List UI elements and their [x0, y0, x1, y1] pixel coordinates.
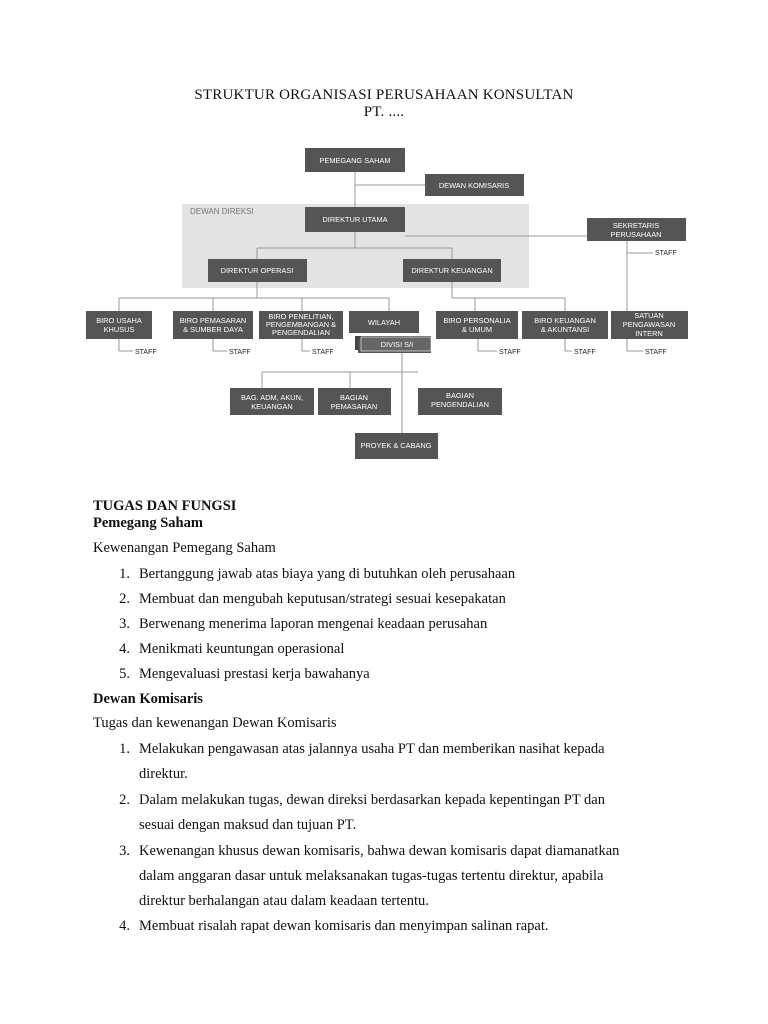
staff-biro-penelitian: STAFF	[312, 349, 334, 356]
dk-item-3-line-1: Kewenangan khusus dewan komisaris, bahwa dewan komisaris dapat diamanatkan	[139, 843, 620, 859]
dk-item-2-number: 2.	[119, 792, 130, 808]
staff-sekretaris: STAFF	[655, 250, 677, 257]
ps-item-4-number: 4.	[119, 641, 130, 657]
label-divisi: DIVISI S/I	[380, 340, 414, 349]
dk-item-4-number: 4.	[119, 918, 130, 934]
ps-item-3: Berwenang menerima laporan mengenai keadaan perusahan	[139, 616, 488, 632]
label-satuan-1: SATUAN	[634, 311, 664, 320]
label-biro-keuangan-2: & AKUNTANSI	[540, 325, 590, 334]
dewan-komisaris-intro: Tugas dan kewenangan Dewan Komisaris	[93, 715, 337, 731]
label-bagian-pemasaran-2: PEMASARAN	[330, 402, 378, 411]
label-biro-usaha-1: BIRO USAHA	[96, 316, 142, 325]
label-pemegang-saham: PEMEGANG SAHAM	[319, 156, 391, 165]
label-biro-personalia-2: & UMUM	[462, 325, 492, 334]
dk-item-1-number: 1.	[119, 741, 130, 757]
ps-item-5: Mengevaluasi prestasi kerja bawahanya	[139, 666, 370, 682]
pemegang-saham-intro: Kewenangan Pemegang Saham	[93, 540, 276, 556]
label-wilayah: WILAYAH	[367, 318, 401, 327]
dk-item-4-line-1: Membuat risalah rapat dewan komisaris dan menyimpan salinan rapat.	[139, 918, 549, 934]
dk-item-3-line-3: direktur berhalangan atau dalam keadaan tertentu.	[139, 893, 429, 909]
label-sekretaris-2: PERUSAHAAN	[610, 230, 662, 239]
ps-item-1: Bertanggung jawab atas biaya yang di butuhkan oleh perusahaan	[139, 566, 516, 582]
label-dewan-komisaris: DEWAN KOMISARIS	[438, 181, 510, 190]
dk-item-1-line-1: Melakukan pengawasan atas jalannya usaha PT dan memberikan nasihat kepada	[139, 741, 605, 757]
label-sekretaris-1: SEKRETARIS	[612, 221, 660, 230]
label-biro-personalia-1: BIRO PERSONALIA	[443, 316, 511, 325]
staff-biro-pemasaran: STAFF	[229, 349, 251, 356]
label-biro-usaha-2: KHUSUS	[103, 325, 135, 334]
ps-item-4: Menikmati keuntungan operasional	[139, 641, 345, 657]
label-bagian-pemasaran-1: BAGIAN	[340, 393, 368, 402]
label-bagian-pengendalian-1: BAGIAN	[446, 391, 474, 400]
label-biro-keuangan-1: BIRO KEUANGAN	[534, 316, 596, 325]
label-biro-pemasaran-2: & SUMBER DAYA	[183, 325, 243, 334]
section-heading: TUGAS DAN FUNGSI	[93, 498, 237, 514]
pemegang-saham-title: Pemegang Saham	[93, 515, 203, 531]
ps-item-3-number: 3.	[119, 616, 130, 632]
label-direktur-utama: DIREKTUR UTAMA	[322, 215, 388, 224]
staff-biro-keuangan: STAFF	[574, 349, 596, 356]
staff-satuan: STAFF	[645, 349, 667, 356]
dk-item-2-line-1: Dalam melakukan tugas, dewan direksi berdasarkan kepada kepentingan PT dan	[139, 792, 605, 808]
ps-item-1-number: 1.	[119, 566, 130, 582]
label-biro-penelitian-1: BIRO PENELITIAN,	[268, 312, 334, 321]
label-direktur-operasi: DIREKTUR OPERASI	[220, 266, 294, 275]
label-bag-adm-2: KEUANGAN	[251, 402, 293, 411]
dk-item-1-line-2: direktur.	[139, 766, 188, 782]
document-title: STRUKTUR ORGANISASI PERUSAHAAN KONSULTAN	[194, 87, 574, 103]
label-satuan-3: INTERN	[635, 329, 663, 338]
label-bag-adm-1: BAG. ADM, AKUN,	[240, 393, 304, 402]
label-direktur-keuangan: DIREKTUR KEUANGAN	[411, 266, 493, 275]
dk-item-3-number: 3.	[119, 843, 130, 859]
label-bagian-pengendalian-2: PENGENDALIAN	[431, 400, 489, 409]
label-proyek: PROYEK & CABANG	[360, 441, 432, 450]
label-biro-penelitian-2: PENGEMBANGAN &	[265, 320, 337, 329]
dewan-komisaris-title: Dewan Komisaris	[93, 691, 203, 707]
dk-item-3-line-2: dalam anggaran dasar untuk melaksanakan tugas-tugas tertentu direktur, apabila	[139, 868, 604, 884]
label-biro-penelitian-3: PENGENDALIAN	[272, 328, 330, 337]
label-satuan-2: PENGAWASAN	[622, 320, 676, 329]
ps-item-2-number: 2.	[119, 591, 130, 607]
dewan-direksi-label: DEWAN DIREKSI	[190, 207, 254, 216]
ps-item-2: Membuat dan mengubah keputusan/strategi sesuai kesepakatan	[139, 591, 506, 607]
document-subtitle: PT. ....	[363, 104, 405, 120]
dk-item-2-line-2: sesuai dengan maksud dan tujuan PT.	[139, 817, 357, 833]
staff-biro-personalia: STAFF	[499, 349, 521, 356]
label-biro-pemasaran-1: BIRO PEMASARAN	[179, 316, 247, 325]
org-chart	[0, 140, 768, 470]
ps-item-5-number: 5.	[119, 666, 130, 682]
staff-biro-usaha: STAFF	[135, 349, 157, 356]
